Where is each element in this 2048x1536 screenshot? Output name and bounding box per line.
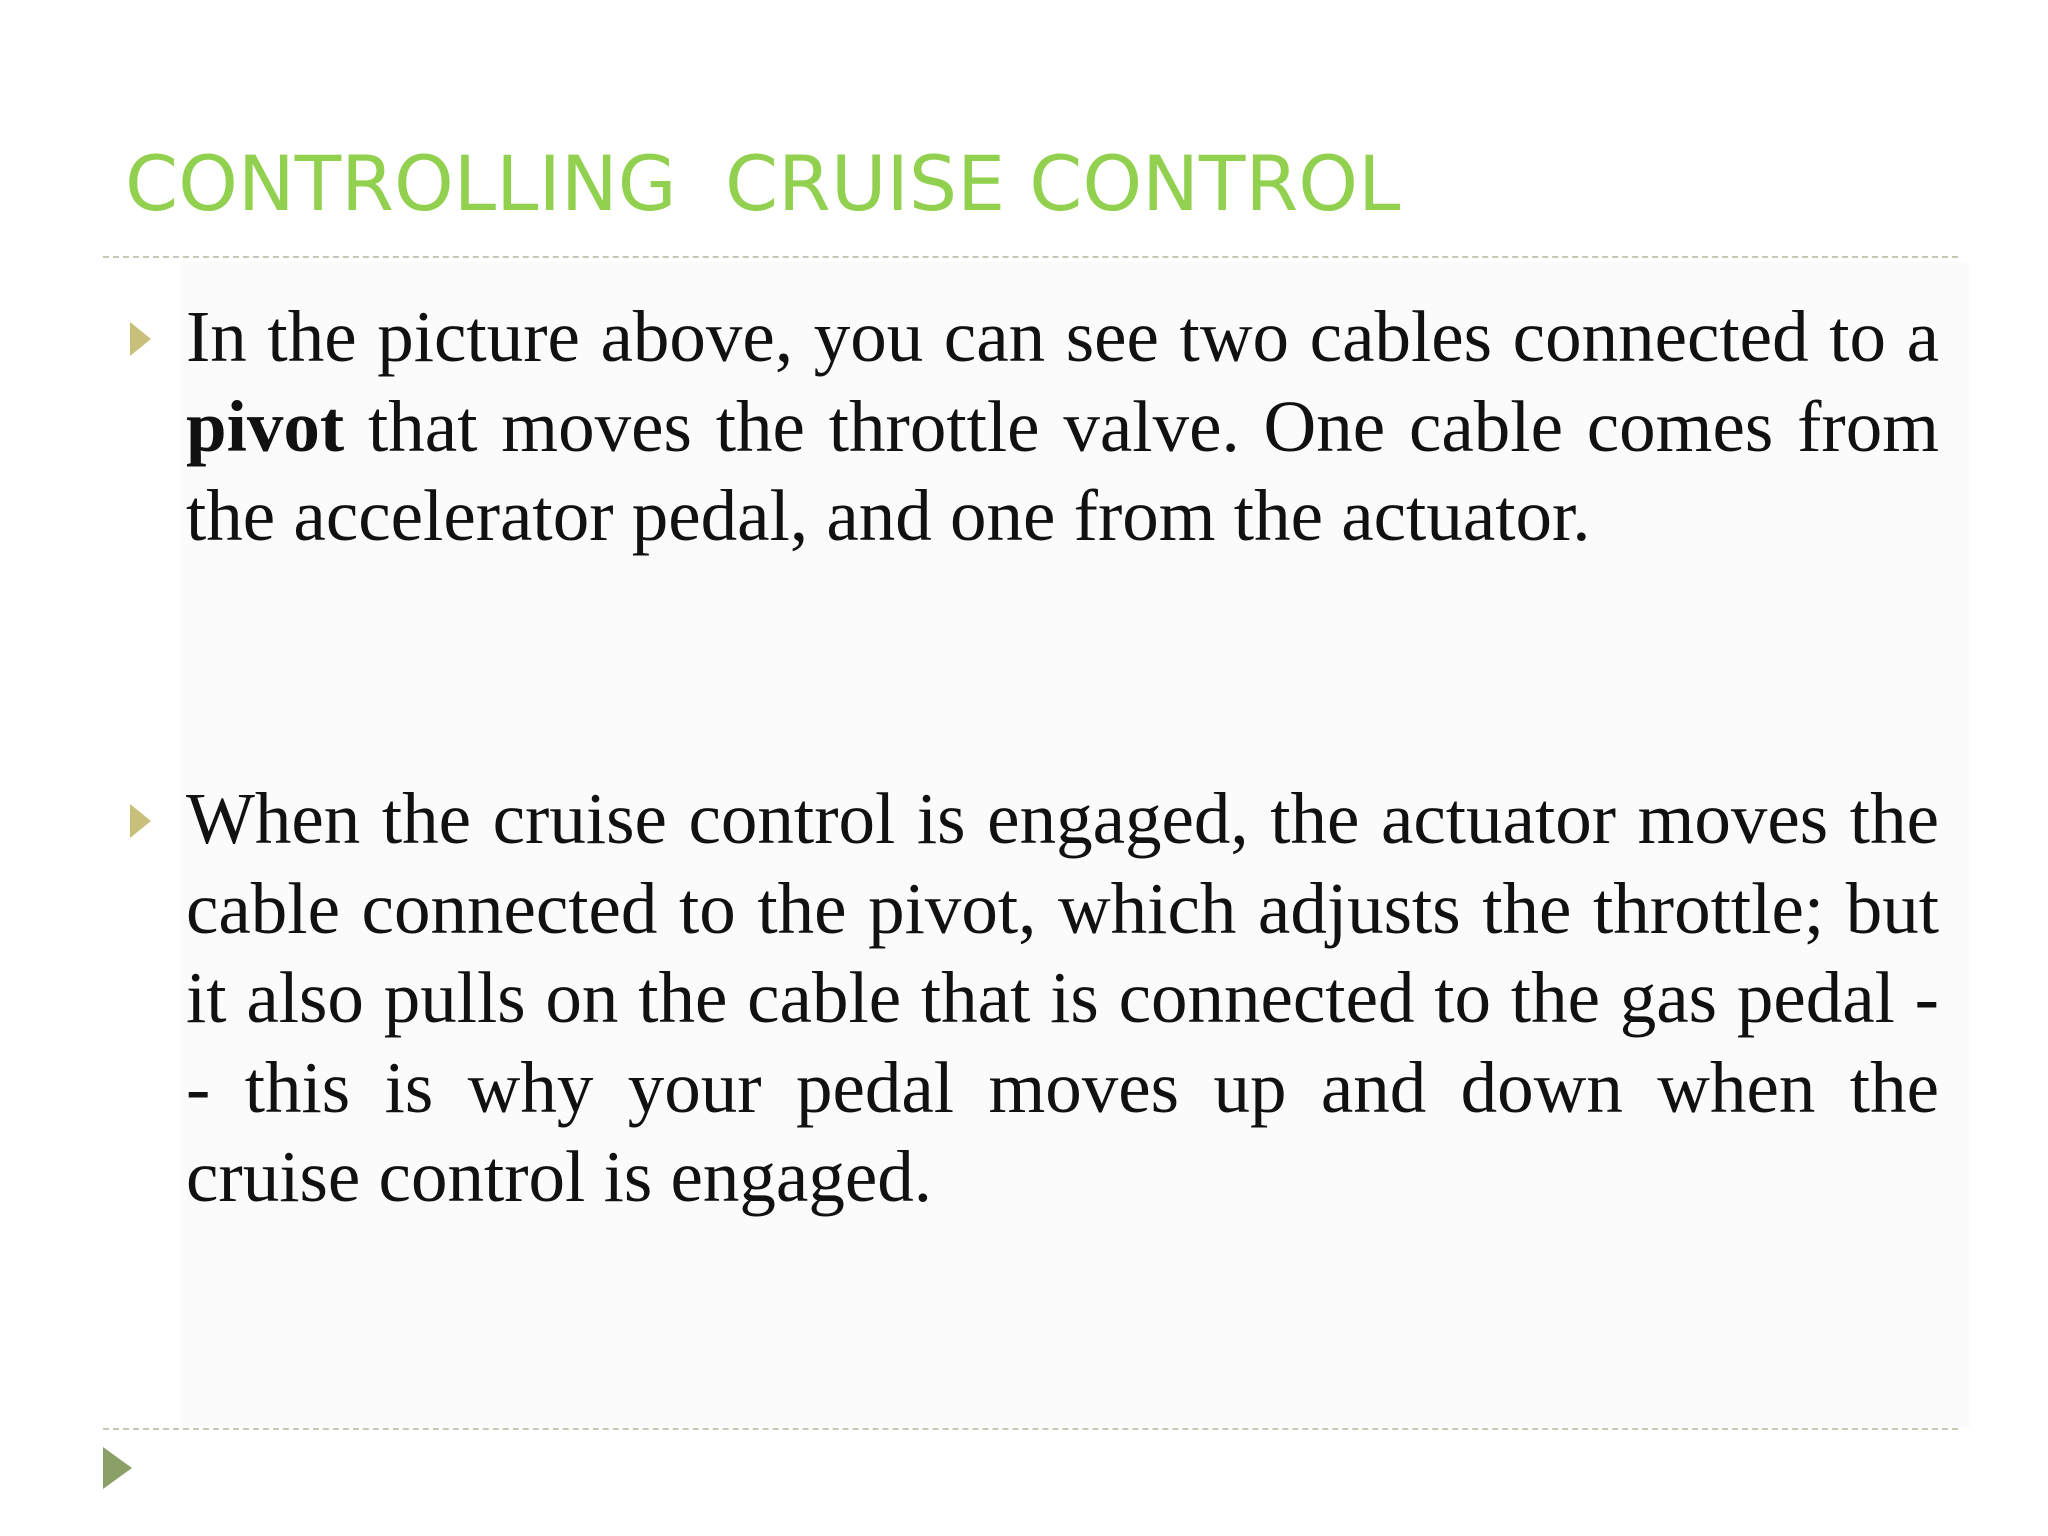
triangle-bullet-icon — [130, 804, 151, 838]
bullet-text-start: In the picture above, you can see two cables connected to a — [186, 296, 1939, 377]
title-divider — [103, 256, 1958, 258]
bullet-text — [186, 292, 1939, 561]
bullet-text: When the cruise control is engaged, the actuator moves the cable connected to the pivot, which adjusts the throttle; but it also pulls on the cable that is connected to the gas pedal -- this is why your pedal moves up and down when the cruise control is engaged. — [186, 778, 1939, 1217]
bullet-text-end: that moves the throttle valve. One cable comes from the accelerator pedal, and one from the actuator. — [186, 385, 1939, 556]
footer-divider — [103, 1428, 1958, 1430]
next-slide-arrow-icon[interactable] — [103, 1447, 132, 1489]
slide-title: CONTROLLING CRUISE CONTROL — [125, 139, 1401, 228]
triangle-bullet-icon — [130, 322, 151, 356]
bullet-bold-term: pivot — [186, 385, 345, 467]
